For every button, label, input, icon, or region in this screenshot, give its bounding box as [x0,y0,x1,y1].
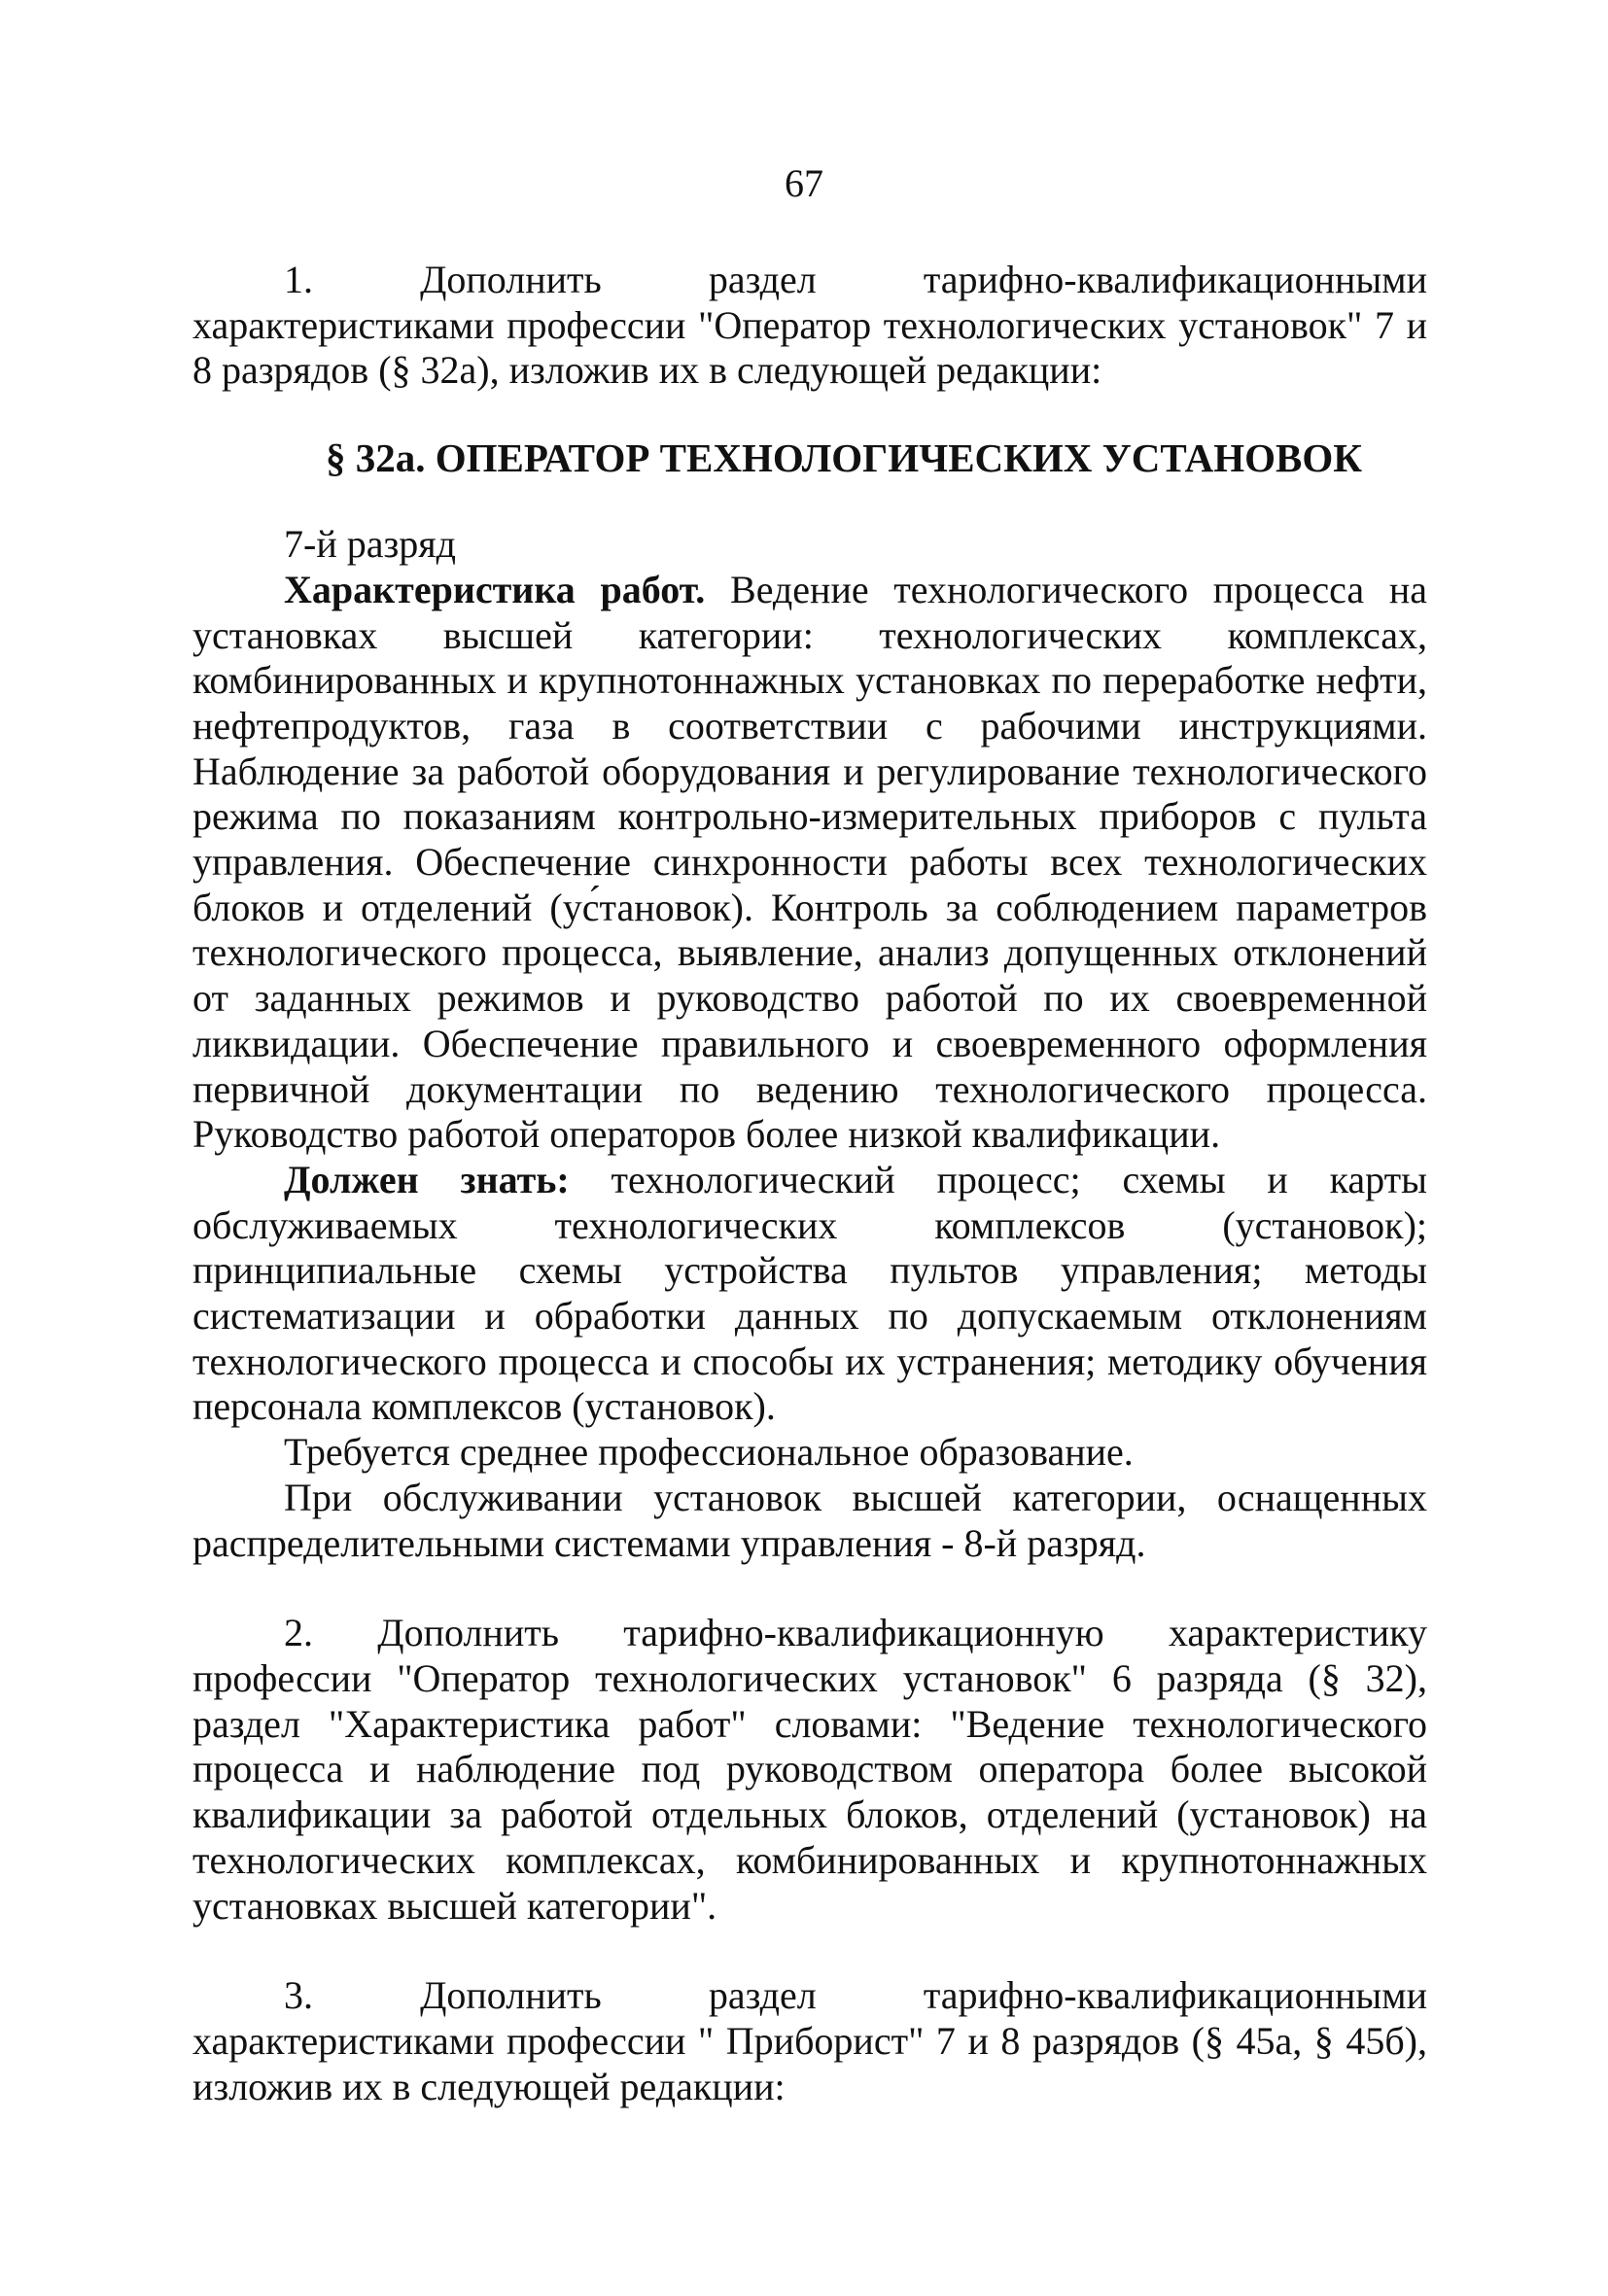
must-know-label: Должен знать: [284,1157,570,1201]
spacer [192,481,1427,522]
education-paragraph: Требуется среднее профессиональное образование. [284,1430,1134,1475]
page-number: 67 [785,161,823,205]
grade-8-note-paragraph: При обслуживании установок высшей категории, оснащенных распределительными системами управления - 8-й разряд. [192,1475,1427,1565]
work-characteristics-paragraph [192,568,1427,1158]
item-1-paragraph: 1. Дополнить раздел тарифно-квалификационными характеристиками профессии "Оператор технологических установок" 7 и 8 разрядов (§ 32а), изложив их в следующей редакции: [192,258,1427,393]
section-heading: § 32а. ОПЕРАТОР ТЕХНОЛОГИЧЕСКИХ УСТАНОВОК [325,435,1363,481]
work-characteristics-text: Ведение технологического процесса на установках высшей категории: технологических комплексах, комбинированных и крупнотоннажных установках по переработке нефти, нефтепродуктов, газа в соответствии с рабочими инструкциями. Наблюдение за работой оборудования и регулирование технологического режима по показаниям контрольно-измерительных приборов с пульта управления. Обеспечение синхронности работы всех технологических блоков и отделений (ус́тановок). Контроль за соблюдением параметров технологического процесса, выявление, анализ допущенных отклонений от заданных режимов и руководство работой по их своевременной ликвидации. Обеспечение правильного и своевременного оформления первичной документации по ведению технологического процесса. Руководство работой операторов более низкой квалификации. [192,567,1427,1157]
spacer [192,394,1427,435]
item-3-paragraph: 3. Дополнить раздел тарифно-квалификационными характеристиками профессии " Приборист" 7 и 8 разрядов (§ 45а, § 45б), изложив их в следующей редакции: [192,1973,1427,2108]
must-know-text: технологический процесс; схемы и карты обслуживаемых технологических комплексов (установок); принципиальные схемы устройства пультов управления; методы систематизации и обработки данных по допускаемым отклонениям технологического процесса и способы их устранения; методику обучения персонала комплексов (установок). [192,1157,1427,1429]
rank-label: 7-й разряд [284,522,457,567]
work-characteristics-label: Характеристика работ. [284,567,706,611]
spacer [192,1929,1427,1973]
item-2-paragraph: 2. Дополнить тарифно-квалификационную характеристику профессии "Оператор технологических установок" 6 разряда (§ 32), раздел "Характеристика работ" словами: "Ведение технологического процесса и наблюдение под руководством оператора более высокой квалификации за работой отдельных блоков, отделений (установок) на технологических комплексах, комбинированных и крупнотоннажных установках высшей категории". [192,1611,1427,1928]
document-body [192,258,1427,2109]
spacer [192,1566,1427,1611]
must-know-paragraph [192,1158,1427,1430]
